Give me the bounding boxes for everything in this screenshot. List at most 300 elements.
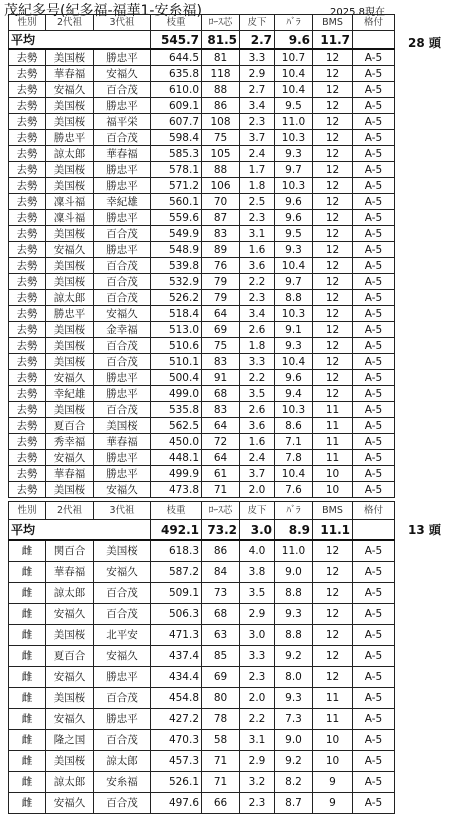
table-cell: 勝忠平 [94, 370, 151, 386]
table-cell: 2.4 [240, 450, 275, 466]
table-row [9, 418, 395, 434]
table-row [9, 114, 395, 130]
table-cell: A-5 [353, 210, 395, 226]
table-row [9, 688, 395, 709]
table-cell: 9.3 [275, 146, 313, 162]
table-cell: 雌 [9, 562, 46, 583]
average-value: 11.7 [313, 31, 353, 50]
table-cell: A-5 [353, 562, 395, 583]
table-cell: 4.0 [240, 540, 275, 562]
table-row [9, 322, 395, 338]
table-cell: 2.3 [240, 114, 275, 130]
table-cell: 12 [313, 583, 353, 604]
table-cell: 去勢 [9, 482, 46, 498]
table-cell: 去勢 [9, 354, 46, 370]
table-cell: 安福久 [94, 482, 151, 498]
table-cell: 去勢 [9, 66, 46, 82]
table-cell: 3.7 [240, 466, 275, 482]
table-cell: 68 [202, 604, 240, 625]
table-cell: 9.3 [275, 688, 313, 709]
average-value: 545.7 [151, 31, 202, 50]
table-cell: 幸紀雄 [46, 386, 94, 402]
table-cell: 美国桜 [46, 98, 94, 114]
table-cell: 2.7 [240, 82, 275, 98]
average-value: 9.6 [275, 31, 313, 50]
average-value: 81.5 [202, 31, 240, 50]
table-cell: 11.0 [275, 540, 313, 562]
table-row [9, 772, 395, 793]
table-cell: 美国桜 [46, 688, 94, 709]
table-cell: 美国桜 [46, 114, 94, 130]
table-cell: 63 [202, 625, 240, 646]
table-row [9, 178, 395, 194]
table-cell: 532.9 [151, 274, 202, 290]
table-cell: 64 [202, 418, 240, 434]
table-cell: A-5 [353, 709, 395, 730]
table-cell: 10.4 [275, 466, 313, 482]
table-cell: 72 [202, 434, 240, 450]
table-row [9, 370, 395, 386]
table-cell: 安糸福 [94, 772, 151, 793]
table-cell: 安福久 [94, 66, 151, 82]
table-cell: 9.0 [275, 562, 313, 583]
table-cell: 2.6 [240, 322, 275, 338]
table-row [9, 583, 395, 604]
table-cell: 559.6 [151, 210, 202, 226]
table-cell: A-5 [353, 730, 395, 751]
table-cell: 美国桜 [46, 338, 94, 354]
table-cell: 雌 [9, 625, 46, 646]
table-cell: 9.5 [275, 98, 313, 114]
table-cell: 106 [202, 178, 240, 194]
table-cell: A-5 [353, 386, 395, 402]
table-cell: 安福久 [46, 450, 94, 466]
table-cell: 金幸福 [94, 322, 151, 338]
table-cell: 506.3 [151, 604, 202, 625]
table-cell: 百合茂 [94, 226, 151, 242]
table-cell: 7.6 [275, 482, 313, 498]
table-cell: 69 [202, 667, 240, 688]
table-cell: 79 [202, 290, 240, 306]
column-header: 3代祖 [94, 502, 151, 520]
table-cell: 諒太郎 [46, 290, 94, 306]
table-cell: 12 [313, 178, 353, 194]
table-cell: 11 [313, 418, 353, 434]
table-cell: 75 [202, 338, 240, 354]
table-row [9, 49, 395, 66]
table-row [9, 66, 395, 82]
table-cell: A-5 [353, 482, 395, 498]
table-cell: 12 [313, 274, 353, 290]
table-cell: 安福久 [46, 793, 94, 814]
table-cell: 3.1 [240, 730, 275, 751]
table-cell: 雌 [9, 772, 46, 793]
table-cell: 75 [202, 130, 240, 146]
table-cell: 去勢 [9, 274, 46, 290]
table-cell: 諒太郎 [94, 751, 151, 772]
average-label: 平均 [9, 520, 151, 541]
table-cell: A-5 [353, 338, 395, 354]
table-cell: 105 [202, 146, 240, 162]
table-cell: 9.3 [275, 604, 313, 625]
table-cell: 9.3 [275, 242, 313, 258]
table-cell: 12 [313, 194, 353, 210]
table-row [9, 625, 395, 646]
table-row [9, 402, 395, 418]
table-cell: 8.7 [275, 793, 313, 814]
table-cell: 10.7 [275, 49, 313, 66]
table-cell: 598.4 [151, 130, 202, 146]
table-cell: 去勢 [9, 178, 46, 194]
table-cell: 83 [202, 226, 240, 242]
table-cell: 安福久 [46, 709, 94, 730]
table-cell: 去勢 [9, 466, 46, 482]
table-cell: 去勢 [9, 130, 46, 146]
table-cell: 10 [313, 482, 353, 498]
table-cell: 12 [313, 322, 353, 338]
table-cell: 12 [313, 306, 353, 322]
table-cell: 去勢 [9, 162, 46, 178]
table-cell: A-5 [353, 583, 395, 604]
table-cell: 華春福 [94, 146, 151, 162]
table-row [9, 242, 395, 258]
column-header: 皮下 [240, 15, 275, 31]
table-row [9, 730, 395, 751]
table-cell: 10.4 [275, 258, 313, 274]
table-cell: 美国桜 [46, 625, 94, 646]
table-row [9, 482, 395, 498]
table-cell: 457.3 [151, 751, 202, 772]
table-cell: 百合茂 [94, 354, 151, 370]
table-cell: 12 [313, 290, 353, 306]
table-cell: A-5 [353, 688, 395, 709]
table-cell: 12 [313, 114, 353, 130]
table-cell: 勝忠平 [94, 178, 151, 194]
table-cell: A-5 [353, 274, 395, 290]
table-cell: 秀幸福 [46, 434, 94, 450]
table-cell: 1.8 [240, 178, 275, 194]
table-cell: 関百合 [46, 540, 94, 562]
table-cell: 585.3 [151, 146, 202, 162]
table-cell: 68 [202, 386, 240, 402]
table-row [9, 290, 395, 306]
table-cell: 118 [202, 66, 240, 82]
table-cell: 61 [202, 466, 240, 482]
table-cell: 雌 [9, 540, 46, 562]
table-cell: 去勢 [9, 114, 46, 130]
table-row [9, 434, 395, 450]
table-cell: 勝忠平 [94, 709, 151, 730]
table-cell: 81 [202, 49, 240, 66]
table-cell: A-5 [353, 66, 395, 82]
table-cell: 539.8 [151, 258, 202, 274]
table-cell: 497.6 [151, 793, 202, 814]
steer-count: 28 頭 [408, 36, 441, 50]
table-cell: 11 [313, 450, 353, 466]
table-cell: 509.1 [151, 583, 202, 604]
table-cell: 8.2 [275, 772, 313, 793]
table-cell: 美国桜 [46, 258, 94, 274]
table-cell: 幸紀雄 [94, 194, 151, 210]
table-cell: 2.3 [240, 290, 275, 306]
table-cell: 美国桜 [46, 322, 94, 338]
table-cell: 3.7 [240, 130, 275, 146]
table-cell: 85 [202, 646, 240, 667]
table-cell: 12 [313, 562, 353, 583]
table-row [9, 667, 395, 688]
table-cell: A-5 [353, 370, 395, 386]
table-cell: 百合茂 [94, 258, 151, 274]
table-cell: 10 [313, 466, 353, 482]
table-cell: 1.6 [240, 242, 275, 258]
table-cell: A-5 [353, 114, 395, 130]
table-cell: 9.1 [275, 322, 313, 338]
table-cell: 勝忠平 [94, 210, 151, 226]
table-cell: 美国桜 [46, 402, 94, 418]
table-cell: 美国桜 [94, 540, 151, 562]
table-cell: 71 [202, 772, 240, 793]
table-cell: 諒太郎 [46, 146, 94, 162]
table-cell: 578.1 [151, 162, 202, 178]
table-cell: 8.8 [275, 625, 313, 646]
table-cell: 12 [313, 258, 353, 274]
table-cell: 北平安 [94, 625, 151, 646]
table-row [9, 82, 395, 98]
table-cell: 8.8 [275, 583, 313, 604]
table-cell: A-5 [353, 772, 395, 793]
table-cell: 12 [313, 604, 353, 625]
table-row [9, 540, 395, 562]
table-row [9, 210, 395, 226]
table-cell: 71 [202, 482, 240, 498]
column-header: ﾊﾞﾗ [275, 15, 313, 31]
table-row [9, 226, 395, 242]
steer-table [8, 14, 395, 498]
table-row [9, 386, 395, 402]
table-cell: 12 [313, 242, 353, 258]
table-cell: 71 [202, 751, 240, 772]
table-cell: 11 [313, 709, 353, 730]
table-row [9, 646, 395, 667]
table-cell: 64 [202, 450, 240, 466]
table-cell: 12 [313, 667, 353, 688]
table-cell: 2.9 [240, 604, 275, 625]
table-cell: 勝忠平 [94, 242, 151, 258]
table-cell: 2.2 [240, 709, 275, 730]
table-cell: 2.3 [240, 210, 275, 226]
table-cell: 夏百合 [46, 418, 94, 434]
table-cell: 雌 [9, 730, 46, 751]
table-cell: 去勢 [9, 322, 46, 338]
table-cell: 12 [313, 226, 353, 242]
table-cell: 雌 [9, 751, 46, 772]
table-cell: 12 [313, 130, 353, 146]
column-header: ﾛｰｽ芯 [202, 502, 240, 520]
table-cell: 百合茂 [94, 730, 151, 751]
table-cell: 安福久 [46, 667, 94, 688]
table-cell: 去勢 [9, 82, 46, 98]
table-cell: 80 [202, 688, 240, 709]
table-cell: 百合茂 [94, 583, 151, 604]
table-cell: 安福久 [46, 242, 94, 258]
table-cell: A-5 [353, 418, 395, 434]
table-cell: 644.5 [151, 49, 202, 66]
table-cell: 499.9 [151, 466, 202, 482]
table-cell: 9.6 [275, 210, 313, 226]
table-cell: 549.9 [151, 226, 202, 242]
table-cell: 499.0 [151, 386, 202, 402]
table-cell: 3.6 [240, 258, 275, 274]
table-cell: A-5 [353, 625, 395, 646]
table-cell: 10.4 [275, 66, 313, 82]
table-cell: 安福久 [46, 604, 94, 625]
table-row [9, 162, 395, 178]
table-cell: 12 [313, 540, 353, 562]
average-value: 2.7 [240, 31, 275, 50]
table-cell: 去勢 [9, 434, 46, 450]
table-cell: 9.6 [275, 194, 313, 210]
table-cell: 513.0 [151, 322, 202, 338]
table-cell: 70 [202, 194, 240, 210]
table-cell: 11 [313, 402, 353, 418]
table-cell: 10.3 [275, 130, 313, 146]
table-cell: 去勢 [9, 338, 46, 354]
table-cell: 美国桜 [46, 751, 94, 772]
table-row [9, 258, 395, 274]
column-header: 2代祖 [46, 15, 94, 31]
table-cell: 12 [313, 646, 353, 667]
column-header: 格付 [353, 15, 395, 31]
table-cell: 434.4 [151, 667, 202, 688]
table-cell: 百合茂 [94, 604, 151, 625]
table-row [9, 146, 395, 162]
table-cell: 9.3 [275, 338, 313, 354]
table-cell: A-5 [353, 98, 395, 114]
table-cell: 夏百合 [46, 646, 94, 667]
table-cell: 3.4 [240, 98, 275, 114]
table-cell: 百合茂 [94, 290, 151, 306]
table-cell: 84 [202, 562, 240, 583]
table-cell: 3.0 [240, 625, 275, 646]
table-cell: 美国桜 [46, 274, 94, 290]
table-cell: 去勢 [9, 146, 46, 162]
table-cell: 去勢 [9, 226, 46, 242]
table-cell: 3.3 [240, 646, 275, 667]
table-cell: 2.3 [240, 793, 275, 814]
header-row [9, 502, 395, 520]
table-cell: 500.4 [151, 370, 202, 386]
table-cell: 去勢 [9, 402, 46, 418]
table-cell: 8.0 [275, 667, 313, 688]
table-cell: 2.9 [240, 66, 275, 82]
table-cell: 526.2 [151, 290, 202, 306]
column-header: ﾛｰｽ芯 [202, 15, 240, 31]
table-cell: 勝忠平 [94, 450, 151, 466]
table-cell: 12 [313, 338, 353, 354]
table-cell: 去勢 [9, 418, 46, 434]
column-header: 性別 [9, 502, 46, 520]
column-header: BMS [313, 15, 353, 31]
table-row [9, 354, 395, 370]
table-cell: 2.9 [240, 751, 275, 772]
table-cell: 去勢 [9, 386, 46, 402]
table-row [9, 450, 395, 466]
table-cell: 10 [313, 751, 353, 772]
table-cell: 9.6 [275, 370, 313, 386]
table-row [9, 306, 395, 322]
table-cell: 美国桜 [46, 482, 94, 498]
table-cell: 華春福 [46, 466, 94, 482]
table-cell: 12 [313, 98, 353, 114]
table-row [9, 562, 395, 583]
table-cell: 雌 [9, 793, 46, 814]
column-header: 性別 [9, 15, 46, 31]
table-cell: 12 [313, 625, 353, 646]
table-cell: 560.1 [151, 194, 202, 210]
table-cell: 華春福 [46, 66, 94, 82]
table-cell: 3.5 [240, 386, 275, 402]
table-cell: 去勢 [9, 210, 46, 226]
table-cell: 91 [202, 370, 240, 386]
table-cell: 3.2 [240, 772, 275, 793]
table-cell: 108 [202, 114, 240, 130]
table-cell: 11 [313, 434, 353, 450]
table-cell: 11 [313, 688, 353, 709]
table-row [9, 274, 395, 290]
table-cell: 美国桜 [94, 418, 151, 434]
table-cell: A-5 [353, 751, 395, 772]
table-cell: 9 [313, 793, 353, 814]
table-cell: 1.7 [240, 162, 275, 178]
table-cell: 9.7 [275, 274, 313, 290]
table-cell: 去勢 [9, 370, 46, 386]
table-cell: 雌 [9, 709, 46, 730]
table-cell: 10.4 [275, 354, 313, 370]
table-cell: 百合茂 [94, 338, 151, 354]
table-cell: 3.8 [240, 562, 275, 583]
table-cell: 去勢 [9, 194, 46, 210]
table-cell: 437.4 [151, 646, 202, 667]
table-cell: A-5 [353, 402, 395, 418]
table-cell: 66 [202, 793, 240, 814]
table-cell: 9.5 [275, 226, 313, 242]
column-header: 枝重 [151, 502, 202, 520]
table-cell: 3.1 [240, 226, 275, 242]
table-cell: 安福久 [46, 370, 94, 386]
table-cell: 12 [313, 370, 353, 386]
table-cell: 86 [202, 98, 240, 114]
table-cell: 11.0 [275, 114, 313, 130]
table-cell: 87 [202, 210, 240, 226]
table-cell: 勝忠平 [94, 49, 151, 66]
table-cell: 百合茂 [94, 82, 151, 98]
table-cell: 473.8 [151, 482, 202, 498]
table-cell: 雌 [9, 604, 46, 625]
table-cell: 安福久 [94, 306, 151, 322]
table-cell: 7.1 [275, 434, 313, 450]
table-cell: 雌 [9, 646, 46, 667]
average-label: 平均 [9, 31, 151, 50]
table-cell: 1.8 [240, 338, 275, 354]
table-cell: 3.3 [240, 49, 275, 66]
table-cell: 百合茂 [94, 402, 151, 418]
table-cell: 雌 [9, 667, 46, 688]
table-cell: A-5 [353, 450, 395, 466]
table-cell: 勝忠平 [94, 466, 151, 482]
table-cell: 2.2 [240, 370, 275, 386]
table-row [9, 98, 395, 114]
table-cell: 8.6 [275, 418, 313, 434]
